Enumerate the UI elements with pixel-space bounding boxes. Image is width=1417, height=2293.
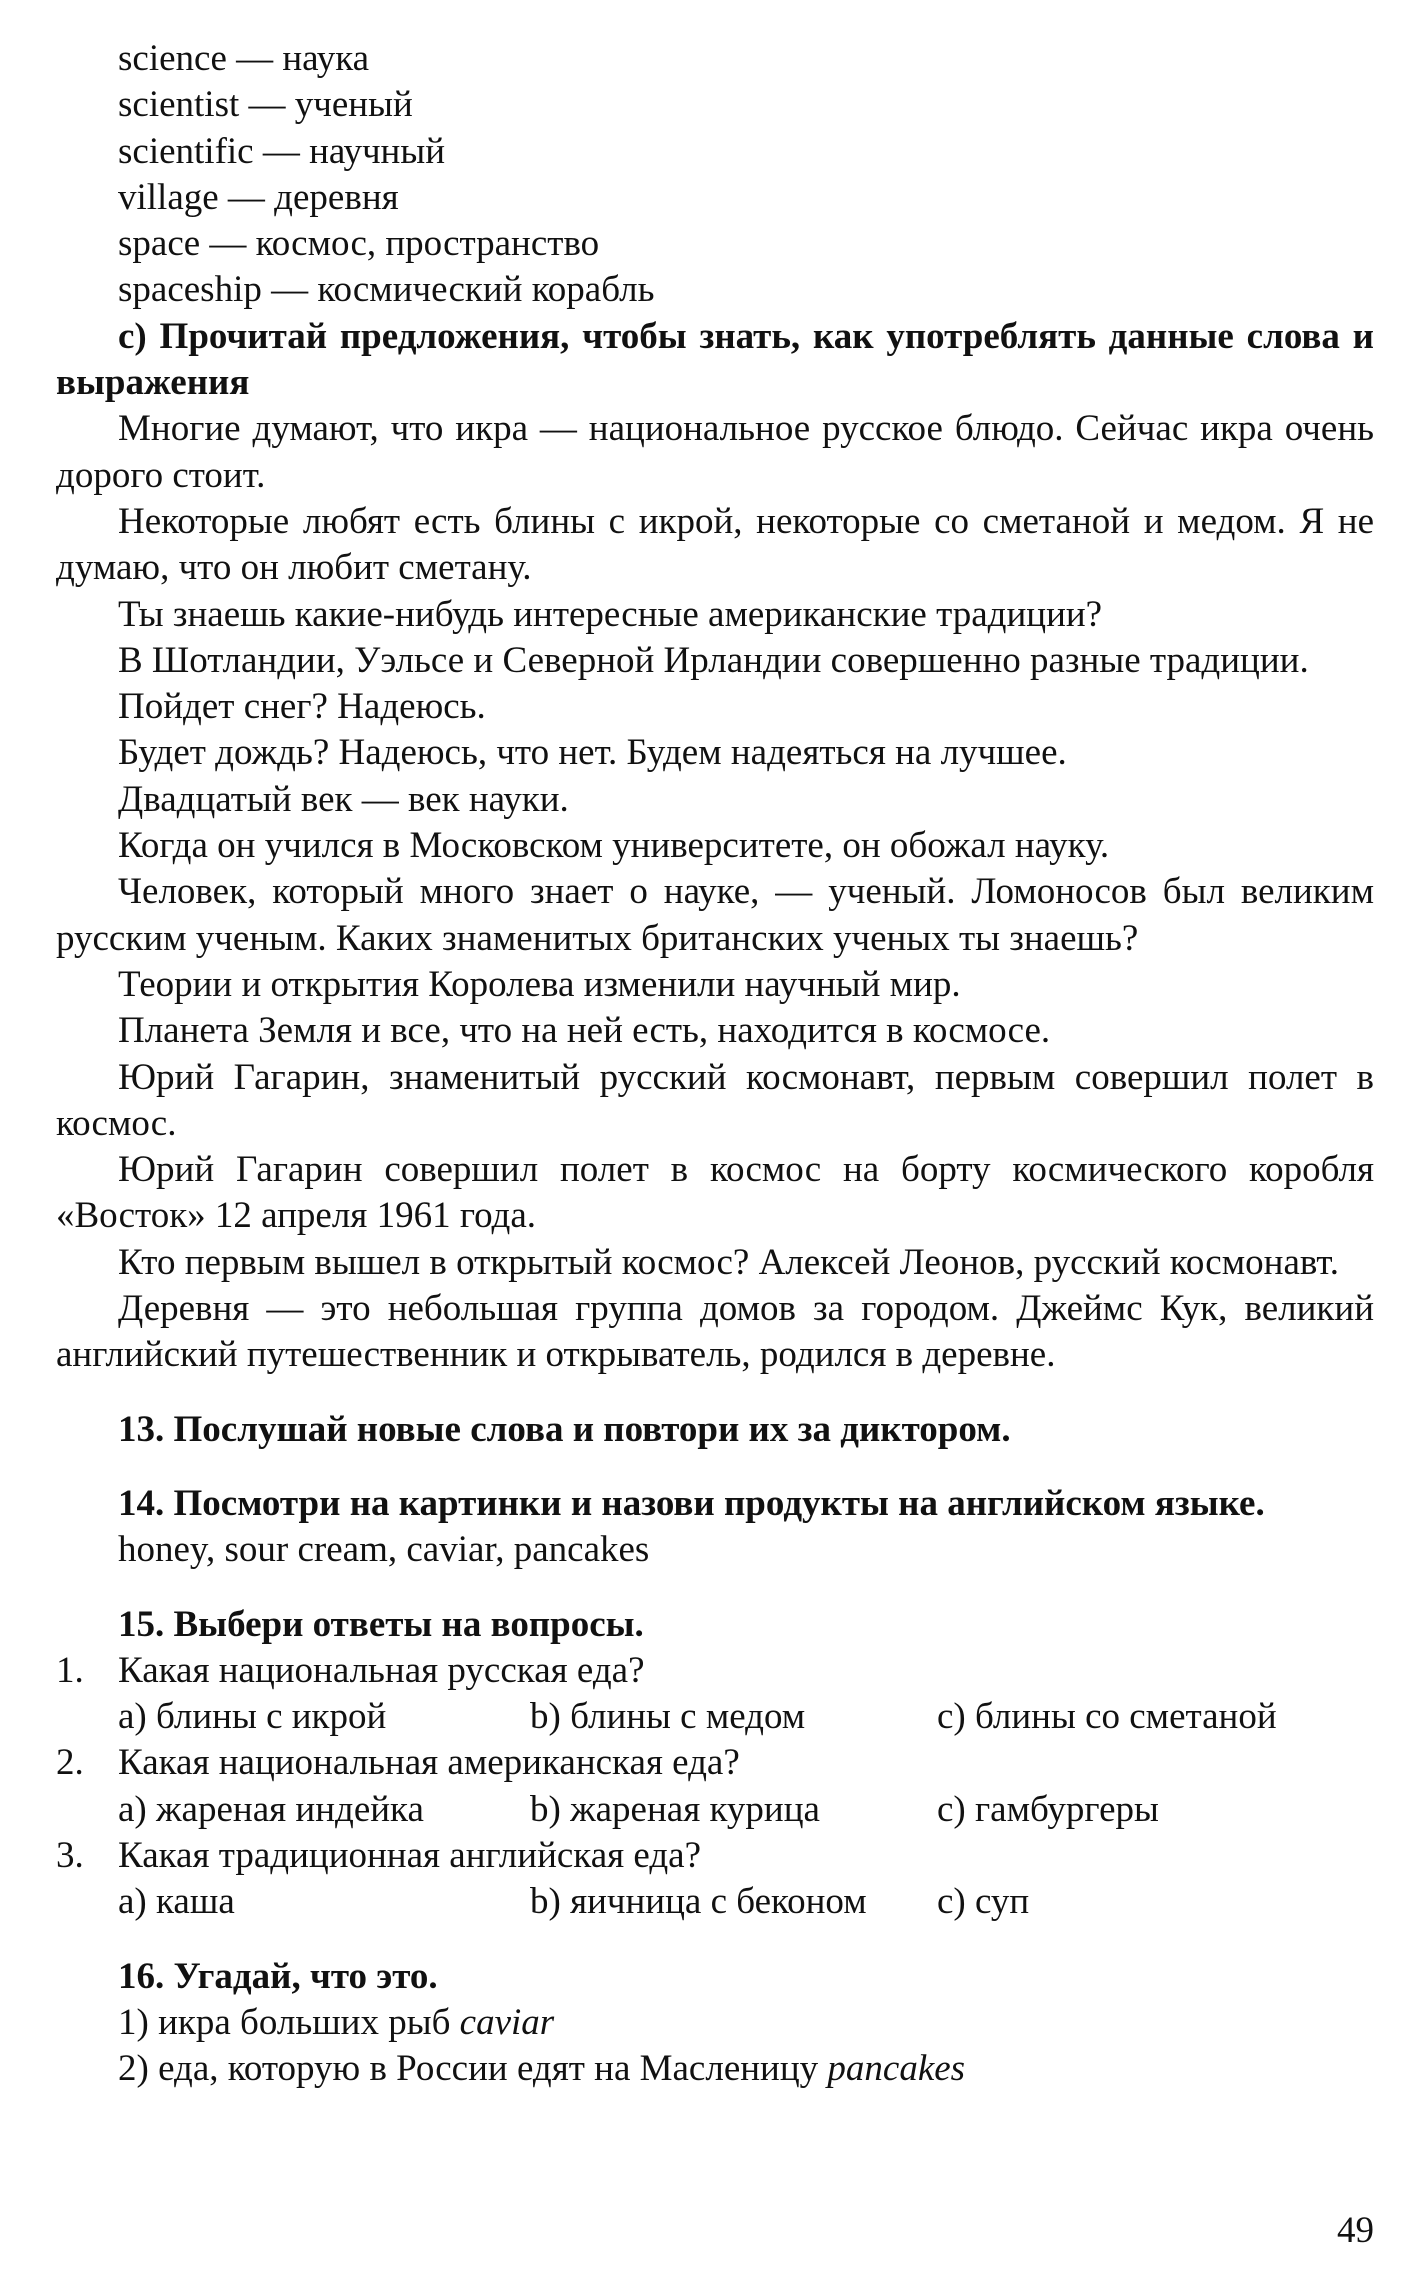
sentence-paragraph: Планета Земля и все, что на ней есть, находится в космосе.: [118, 1010, 1051, 1052]
vocabulary-list: [56, 36, 1374, 314]
vocab-item: village — деревня: [118, 176, 399, 218]
vocab-item: space — космос, пространство: [118, 223, 600, 265]
sentence-paragraph: Кто первым вышел в открытый космос? Алексей Леонов, русский космонавт.: [118, 1241, 1340, 1283]
task-16-title: 16. Угадай, что это.: [118, 1955, 438, 1997]
sentence-paragraph: Многие думают, что икра — национальное русское блюдо. Сейчас икра очень дорого стоит.: [56, 408, 1374, 496]
task-13-title: 13. Послушай новые слова и повтори их за диктором.: [118, 1408, 1011, 1450]
section-c-heading: с) Прочитай предложения, чтобы знать, как употреблять данные слова и выражения: [56, 315, 1374, 404]
question: [56, 1648, 1374, 1694]
vocab-item: scientist — ученый: [118, 84, 413, 126]
textbook-page: [56, 36, 1374, 2092]
option-b: b) жареная курица: [530, 1788, 820, 1830]
vocab-item: science — наука: [118, 38, 370, 79]
sentence-paragraph: Юрий Гагарин, знаменитый русский космонавт, первым совершил полет в космос.: [56, 1056, 1374, 1144]
task-15-title: 15. Выбери ответы на вопросы.: [118, 1603, 644, 1645]
question-text: Какая национальная русская еда?: [118, 1649, 645, 1691]
task-14-title: 14. Посмотри на картинки и назови продукты на английском языке.: [118, 1482, 1265, 1524]
option-c: с) гамбургеры: [937, 1788, 1159, 1830]
option-a: а) каша: [118, 1881, 235, 1923]
question: [56, 1740, 1374, 1786]
sentence-paragraph: Ты знаешь какие-нибудь интересные американские традиции?: [118, 593, 1103, 635]
guess-item: [56, 2000, 1374, 2046]
page-number: 49: [1337, 2210, 1374, 2251]
vocab-item: scientific — научный: [118, 130, 446, 172]
question-number: 2.: [56, 1742, 84, 1784]
answer-options: [56, 1694, 1374, 1740]
answer-options: [56, 1787, 1374, 1833]
option-a: а) блины с икрой: [118, 1696, 387, 1738]
guess-clue: 1) икра больших рыб: [118, 2001, 451, 2043]
sentence-paragraph: Юрий Гагарин совершил полет в космос на борту космического коробля «Восток» 12 апреля 1961 года.: [56, 1149, 1374, 1237]
sentence-paragraph: Человек, который много знает о науке, — ученый. Ломоносов был великим русским ученым. Каких знаменитых британских ученых ты знаешь?: [56, 871, 1374, 959]
vocab-item: spaceship — космический корабль: [118, 269, 655, 311]
task-14-answer: honey, sour cream, caviar, pancakes: [118, 1529, 650, 1571]
option-c: с) блины со сметаной: [937, 1696, 1277, 1738]
sentence-paragraph: Будет дождь? Надеюсь, что нет. Будем надеяться на лучшее.: [118, 732, 1067, 774]
question-text: Какая национальная американская еда?: [118, 1742, 740, 1784]
sentence-paragraph: Двадцатый век — век науки.: [118, 778, 569, 820]
option-b: b) яичница с беконом: [530, 1881, 867, 1923]
question-number: 3.: [56, 1834, 84, 1876]
sentence-paragraph: Деревня — это небольшая группа домов за городом. Джеймс Кук, великий английский путешественник и открыватель, родился в деревне.: [56, 1288, 1374, 1376]
guess-answer: pancakes: [827, 2048, 966, 2090]
sentence-paragraph: Пойдет снег? Надеюсь.: [118, 686, 486, 728]
guess-clue: 2) еда, которую в России едят на Масленицу: [118, 2048, 819, 2090]
guess-item: [56, 2046, 1374, 2092]
sentence-paragraph: Теории и открытия Королева изменили научный мир.: [118, 963, 961, 1005]
sentence-paragraph: Когда он учился в Московском университете, он обожал науку.: [118, 825, 1110, 867]
option-a: а) жареная индейка: [118, 1788, 424, 1830]
section-c-sentences: [56, 406, 1374, 1378]
answer-options: [56, 1879, 1374, 1925]
question-text: Какая традиционная английская еда?: [118, 1834, 702, 1876]
option-b: b) блины с медом: [530, 1696, 806, 1738]
sentence-paragraph: В Шотландии, Уэльсе и Северной Ирландии совершенно разные традиции.: [118, 639, 1309, 681]
option-c: с) суп: [937, 1881, 1030, 1923]
question: [56, 1833, 1374, 1879]
guess-answer: caviar: [459, 2001, 555, 2043]
question-number: 1.: [56, 1649, 84, 1691]
sentence-paragraph: Некоторые любят есть блины с икрой, некоторые со сметаной и медом. Я не думаю, что он любит сметану.: [56, 500, 1374, 589]
